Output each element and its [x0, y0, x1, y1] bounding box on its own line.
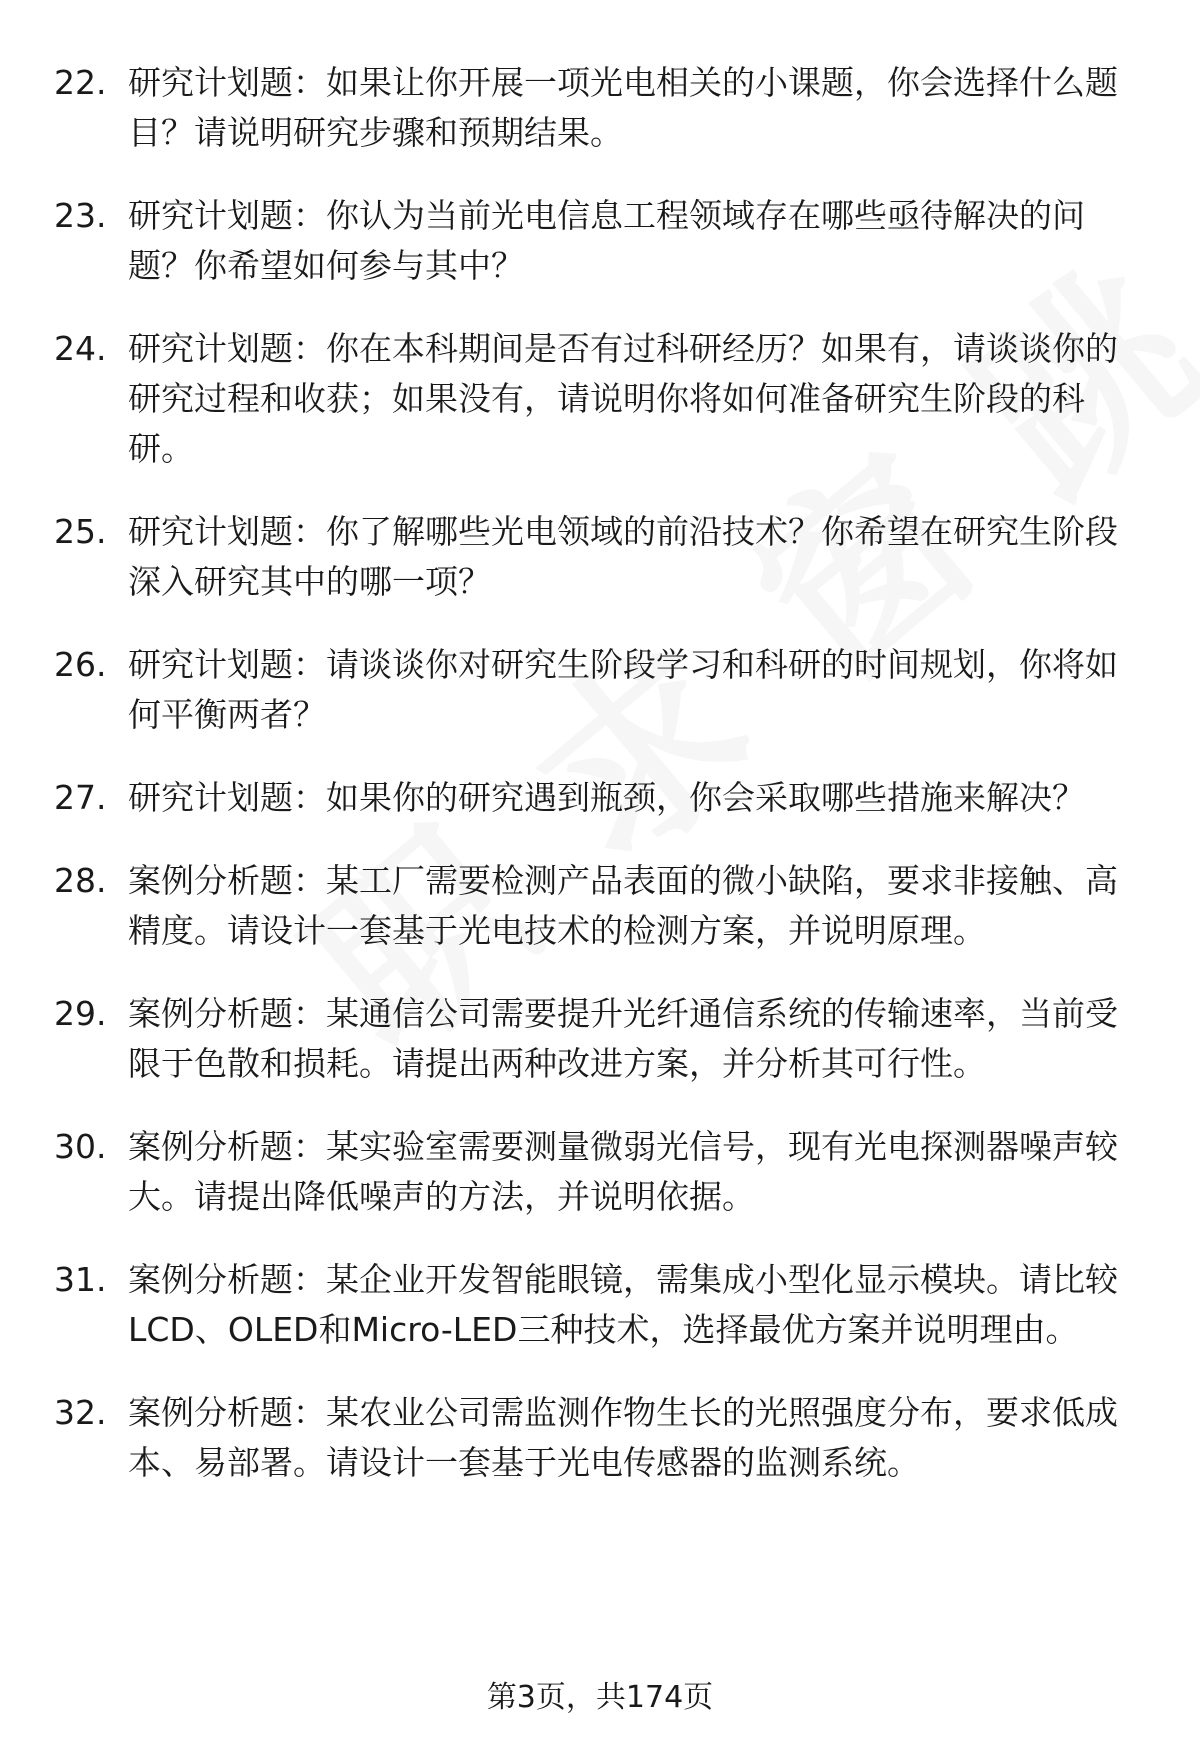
question-item [54, 773, 1149, 823]
question-text: 研究计划题：如果让你开展一项光电相关的小课题，你会选择什么题目？请说明研究步骤和预期结果。 [128, 63, 1118, 152]
question-text: 研究计划题：你认为当前光电信息工程领域存在哪些亟待解决的问题？你希望如何参与其中？ [128, 196, 1085, 285]
question-item [54, 1388, 1149, 1488]
question-number: 22. [54, 63, 107, 102]
question-number: 31. [54, 1260, 107, 1299]
question-text: 研究计划题：你在本科期间是否有过科研经历？如果有，请谈谈你的研究过程和收获；如果没有，请说明你将如何准备研究生阶段的科研。 [128, 329, 1118, 468]
question-item [54, 1255, 1149, 1355]
page-footer [0, 1678, 1200, 1718]
question-number: 26. [54, 645, 107, 684]
question-number: 29. [54, 994, 107, 1033]
question-item [54, 191, 1149, 291]
question-text: 研究计划题：请谈谈你对研究生阶段学习和科研的时间规划，你将如何平衡两者？ [128, 645, 1118, 734]
question-number: 28. [54, 861, 107, 900]
page-number-label: 第3页，共174页 [486, 1680, 714, 1715]
question-text: 研究计划题：如果你的研究遇到瓶颈，你会采取哪些措施来解决？ [128, 778, 1085, 817]
question-text: 案例分析题：某农业公司需监测作物生长的光照强度分布，要求低成本、易部署。请设计一套基于光电传感器的监测系统。 [128, 1393, 1118, 1482]
question-number: 24. [54, 329, 107, 368]
question-number: 23. [54, 196, 107, 235]
question-item [54, 58, 1149, 158]
question-item [54, 640, 1149, 740]
question-number: 30. [54, 1127, 107, 1166]
question-number: 25. [54, 512, 107, 551]
question-item [54, 324, 1149, 474]
question-text: 研究计划题：你了解哪些光电领域的前沿技术？你希望在研究生阶段深入研究其中的哪一项？ [128, 512, 1118, 601]
question-item [54, 989, 1149, 1089]
question-item [54, 507, 1149, 607]
question-item [54, 856, 1149, 956]
question-text: 案例分析题：某企业开发智能眼镜，需集成小型化显示模块。请比较LCD、OLED和Micro-LED三种技术，选择最优方案并说明理由。 [128, 1260, 1118, 1349]
question-item [54, 1122, 1149, 1222]
question-number: 27. [54, 778, 107, 817]
question-list [54, 58, 1149, 1521]
question-text: 案例分析题：某工厂需要检测产品表面的微小缺陷，要求非接触、高精度。请设计一套基于光电技术的检测方案，并说明原理。 [128, 861, 1118, 950]
question-text: 案例分析题：某通信公司需要提升光纤通信系统的传输速率，当前受限于色散和损耗。请提出两种改进方案，并分析其可行性。 [128, 994, 1118, 1083]
question-number: 32. [54, 1393, 107, 1432]
question-text: 案例分析题：某实验室需要测量微弱光信号，现有光电探测器噪声较大。请提出降低噪声的方法，并说明依据。 [128, 1127, 1118, 1216]
